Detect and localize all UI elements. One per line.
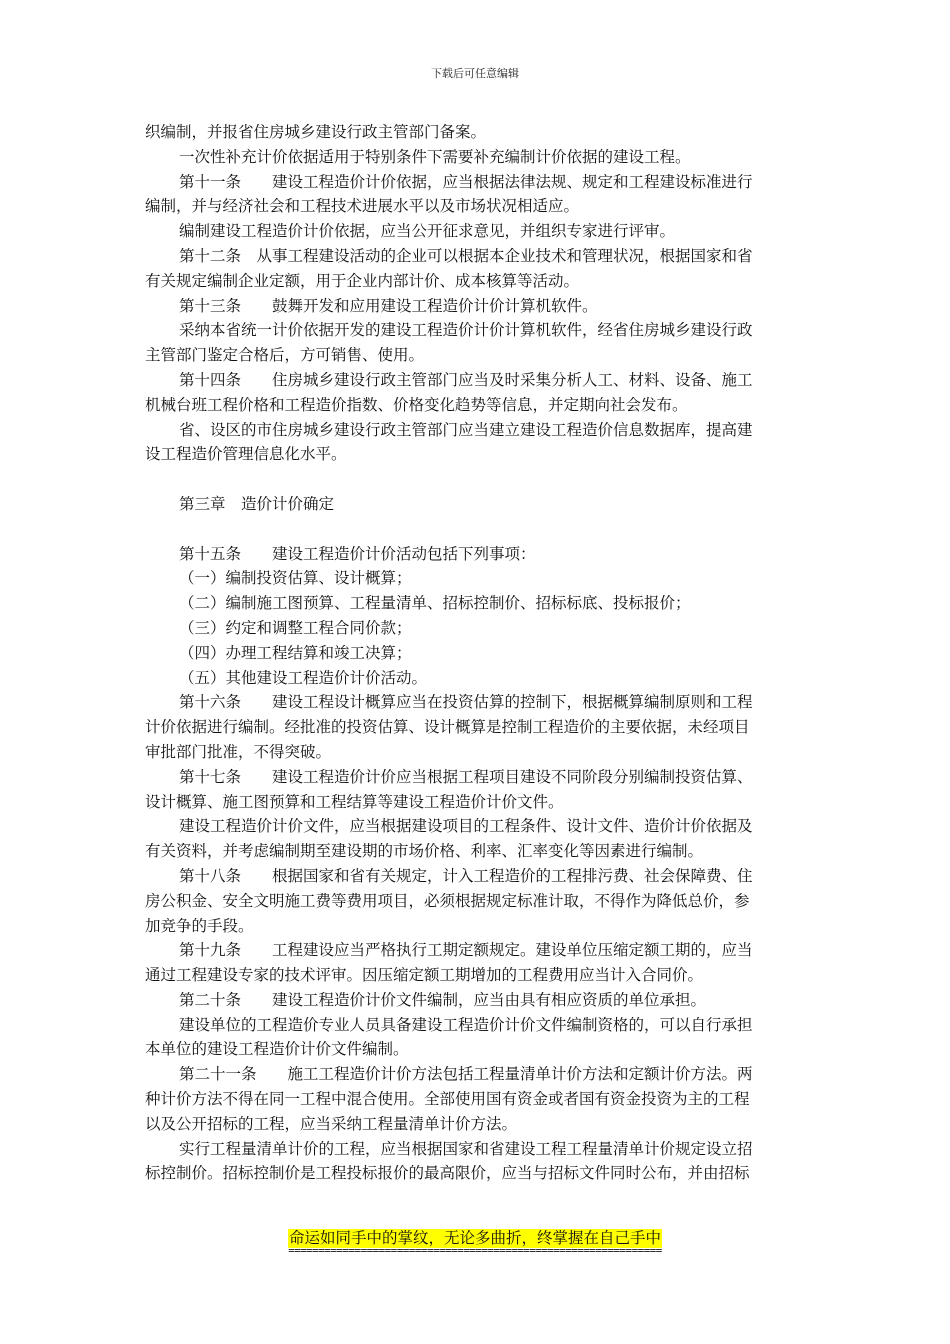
text-line: 通过工程建设专家的技术评审。因压缩定额工期增加的工程费用应当计入合同价。 — [145, 966, 704, 985]
text-line: 计价依据进行编制。经批准的投资估算、设计概算是控制工程造价的主要依据，未经项目 — [145, 718, 750, 737]
document-body — [145, 120, 805, 1186]
text-line: 第十五条 建设工程造价计价活动包括下列事项： — [179, 544, 536, 563]
text-line: 省、设区的市住房城乡建设行政主管部门应当建立建设工程造价信息数据库，提高建 — [179, 420, 753, 439]
text-line: 第十一条 建设工程造价计价依据，应当根据法律法规、规定和工程建设标准进行 — [179, 172, 753, 191]
text-line: 编制，并与经济社会和工程技术进展水平以及市场状况相适应。 — [145, 197, 580, 216]
text-line: （一）编制投资估算、设计概算； — [179, 569, 412, 588]
text-line: 机械台班工程价格和工程造价指数、价格变化趋势等信息，并定期向社会发布。 — [145, 395, 688, 414]
text-line: 第二十一条 施工工程造价计价方法包括工程量清单计价方法和定额计价方法。两 — [179, 1065, 753, 1084]
text-line: 设工程造价管理信息化水平。 — [145, 445, 347, 464]
text-line: 主管部门鉴定合格后，方可销售、使用。 — [145, 346, 425, 365]
text-line: 第十九条 工程建设应当严格执行工期定额规定。建设单位压缩定额工期的，应当 — [179, 941, 753, 960]
page-header: 下载后可任意编辑 — [431, 67, 519, 80]
text-line: 织编制，并报省住房城乡建设行政主管部门备案。 — [145, 123, 487, 141]
text-line: 建设工程造价计价文件，应当根据建设项目的工程条件、设计文件、造价计价依据及 — [179, 817, 753, 836]
blank-line — [145, 467, 805, 492]
text-line: 第二十条 建设工程造价计价文件编制，应当由具有相应资质的单位承担。 — [179, 990, 707, 1009]
text-line: （三）约定和调整工程合同价款； — [179, 618, 412, 637]
text-line: 第十三条 鼓舞开发和应用建设工程造价计价计算机软件。 — [179, 296, 598, 315]
text-line: 有关规定编制企业定额，用于企业内部计价、成本核算等活动。 — [145, 271, 580, 290]
footer-rule: ============================================================== — [288, 1244, 662, 1257]
text-line: 本单位的建设工程造价计价文件编制。 — [145, 1040, 409, 1059]
text-line: 编制建设工程造价计价依据，应当公开征求意见，并组织专家进行评审。 — [179, 222, 676, 241]
text-line: 房公积金、安全文明施工费等费用项目，必须根据规定标准计取，不得作为降低总价，参 — [145, 891, 750, 910]
text-line: 审批部门批准，不得突破。 — [145, 742, 332, 761]
text-line: 第十六条 建设工程设计概算应当在投资估算的控制下，根据概算编制原则和工程 — [179, 693, 753, 712]
text-line: 第三章 造价计价确定 — [179, 494, 335, 513]
text-line: （二）编制施工图预算、工程量清单、招标控制价、招标标底、投标报价； — [179, 594, 691, 613]
text-line: 第十二条 从事工程建设活动的企业可以根据本企业技术和管理状况，根据国家和省 — [179, 246, 753, 265]
text-line: 有关资料，并考虑编制期至建设期的市场价格、利率、汇率变化等因素进行编制。 — [145, 842, 704, 861]
text-line: （五）其他建设工程造价计价活动。 — [179, 668, 428, 687]
text-line: 第十八条 根据国家和省有关规定，计入工程造价的工程排污费、社会保障费、住 — [179, 866, 753, 885]
text-line: 建设单位的工程造价专业人员具备建设工程造价计价文件编制资格的，可以自行承担 — [179, 1015, 753, 1034]
footer-motto: 命运如同手中的掌纹，无论多曲折，终掌握在自己手中 — [288, 1229, 661, 1247]
text-line: 第十七条 建设工程造价计价应当根据工程项目建设不同阶段分别编制投资估算、 — [179, 767, 753, 786]
text-line: 第十四条 住房城乡建设行政主管部门应当及时采集分析人工、材料、设备、施工 — [179, 370, 753, 389]
text-line: 设计概算、施工图预算和工程结算等建设工程造价计价文件。 — [145, 792, 564, 811]
text-line: 采纳本省统一计价依据开发的建设工程造价计价计算机软件，经省住房城乡建设行政 — [179, 321, 753, 340]
text-line: 实行工程量清单计价的工程，应当根据国家和省建设工程工程量清单计价规定设立招 — [179, 1139, 753, 1158]
text-line: （四）办理工程结算和竣工决算； — [179, 643, 412, 662]
text-line: 加竞争的手段。 — [145, 916, 254, 935]
text-line: 一次性补充计价依据适用于特别条件下需要补充编制计价依据的建设工程。 — [179, 147, 691, 166]
text-line: 标控制价。招标控制价是工程投标报价的最高限价，应当与招标文件同时公布，并由招标 — [145, 1164, 750, 1183]
text-line: 种计价方法不得在同一工程中混合使用。全部使用国有资金或者国有资金投资为主的工程 — [145, 1090, 750, 1109]
blank-line — [145, 517, 805, 542]
text-line: 以及公开招标的工程，应当采纳工程量清单计价方法。 — [145, 1114, 518, 1133]
